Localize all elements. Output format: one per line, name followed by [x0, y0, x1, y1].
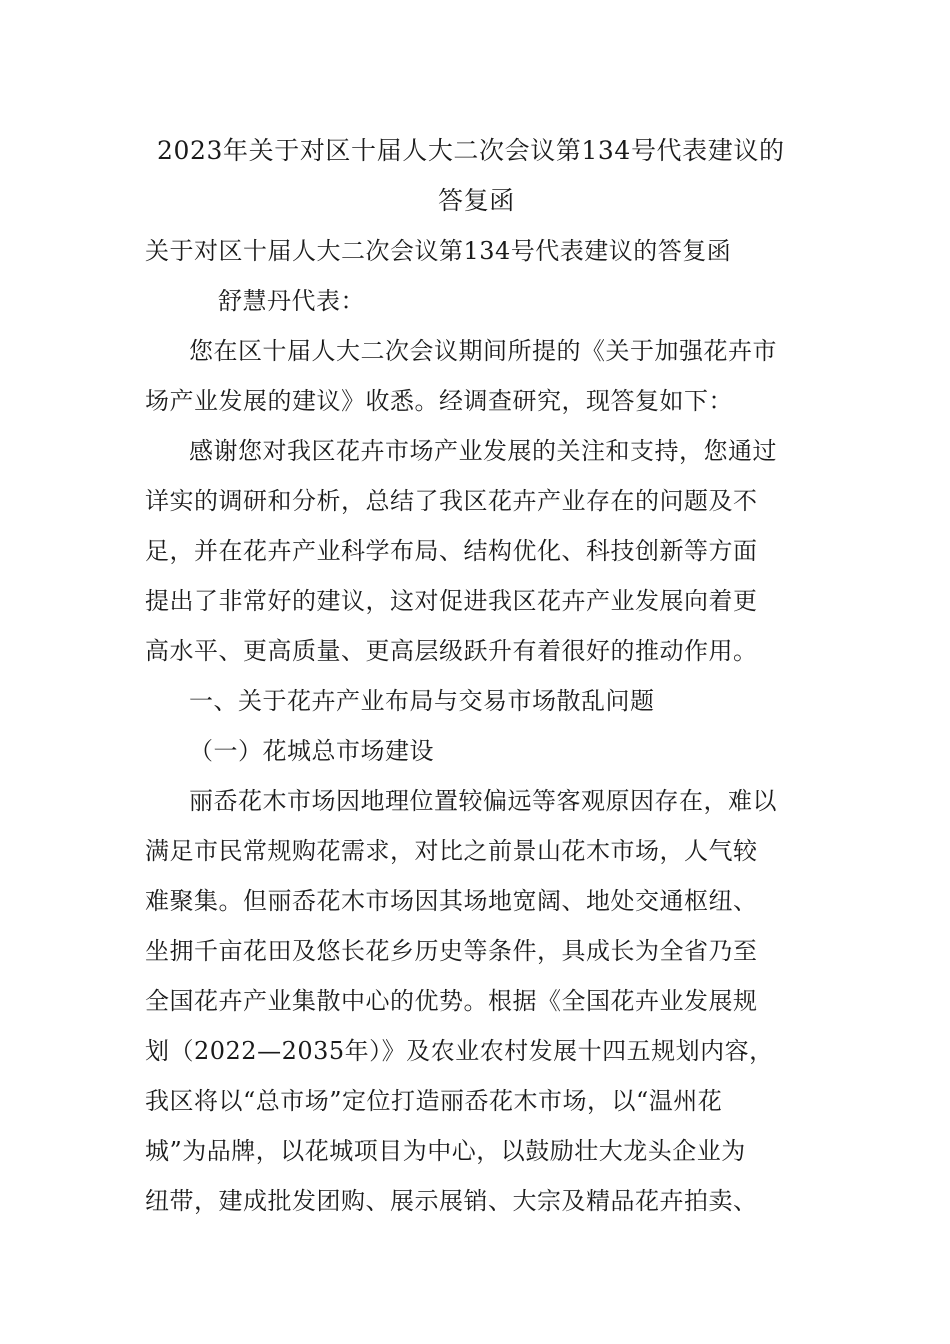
section-heading: 一、关于花卉产业布局与交易市场散乱问题 — [189, 687, 655, 715]
body-line: 满足市民常规购花需求，对比之前景山花木市场，人气较 — [145, 837, 758, 865]
document-title-line-1: 2023年关于对区十届人大二次会议第134号代表建议的 — [157, 136, 785, 165]
body-line: 高水平、更高质量、更高层级跃升有着很好的推动作用。 — [145, 637, 758, 665]
subsection-heading: （一）花城总市场建设 — [189, 737, 434, 765]
body-line: 全国花卉产业集散中心的优势。根据《全国花卉业发展规 — [145, 987, 758, 1015]
document-title-line-2: 答复函 — [438, 186, 515, 215]
body-line: 难聚集。但丽岙花木市场因其场地宽阔、地处交通枢纽、 — [145, 887, 758, 915]
body-line: 丽岙花木市场因地理位置较偏远等客观原因存在，难以 — [189, 787, 777, 815]
body-line: 场产业发展的建议》收悉。经调查研究，现答复如下： — [145, 387, 733, 415]
salutation: 舒慧丹代表： — [218, 287, 365, 315]
body-line: 纽带，建成批发团购、展示展销、大宗及精品花卉拍卖、 — [145, 1187, 758, 1215]
body-line: 您在区十届人大二次会议期间所提的《关于加强花卉市 — [189, 337, 777, 365]
body-line: 划（2022—2035年）》及农业农村发展十四五规划内容， — [145, 1037, 774, 1065]
body-line: 感谢您对我区花卉市场产业发展的关注和支持，您通过 — [189, 437, 777, 465]
body-line: 提出了非常好的建议，这对促进我区花卉产业发展向着更 — [145, 587, 758, 615]
body-line: 足，并在花卉产业科学布局、结构优化、科技创新等方面 — [145, 537, 758, 565]
body-line: 坐拥千亩花田及悠长花乡历史等条件，具成长为全省乃至 — [145, 937, 758, 965]
body-line: 城”为品牌，以花城项目为中心，以鼓励壮大龙头企业为 — [145, 1137, 746, 1165]
body-line: 详实的调研和分析，总结了我区花卉产业存在的问题及不 — [145, 487, 758, 515]
body-line: 我区将以“总市场”定位打造丽岙花木市场，以“温州花 — [145, 1087, 723, 1115]
document-subtitle: 关于对区十届人大二次会议第134号代表建议的答复函 — [145, 237, 732, 265]
